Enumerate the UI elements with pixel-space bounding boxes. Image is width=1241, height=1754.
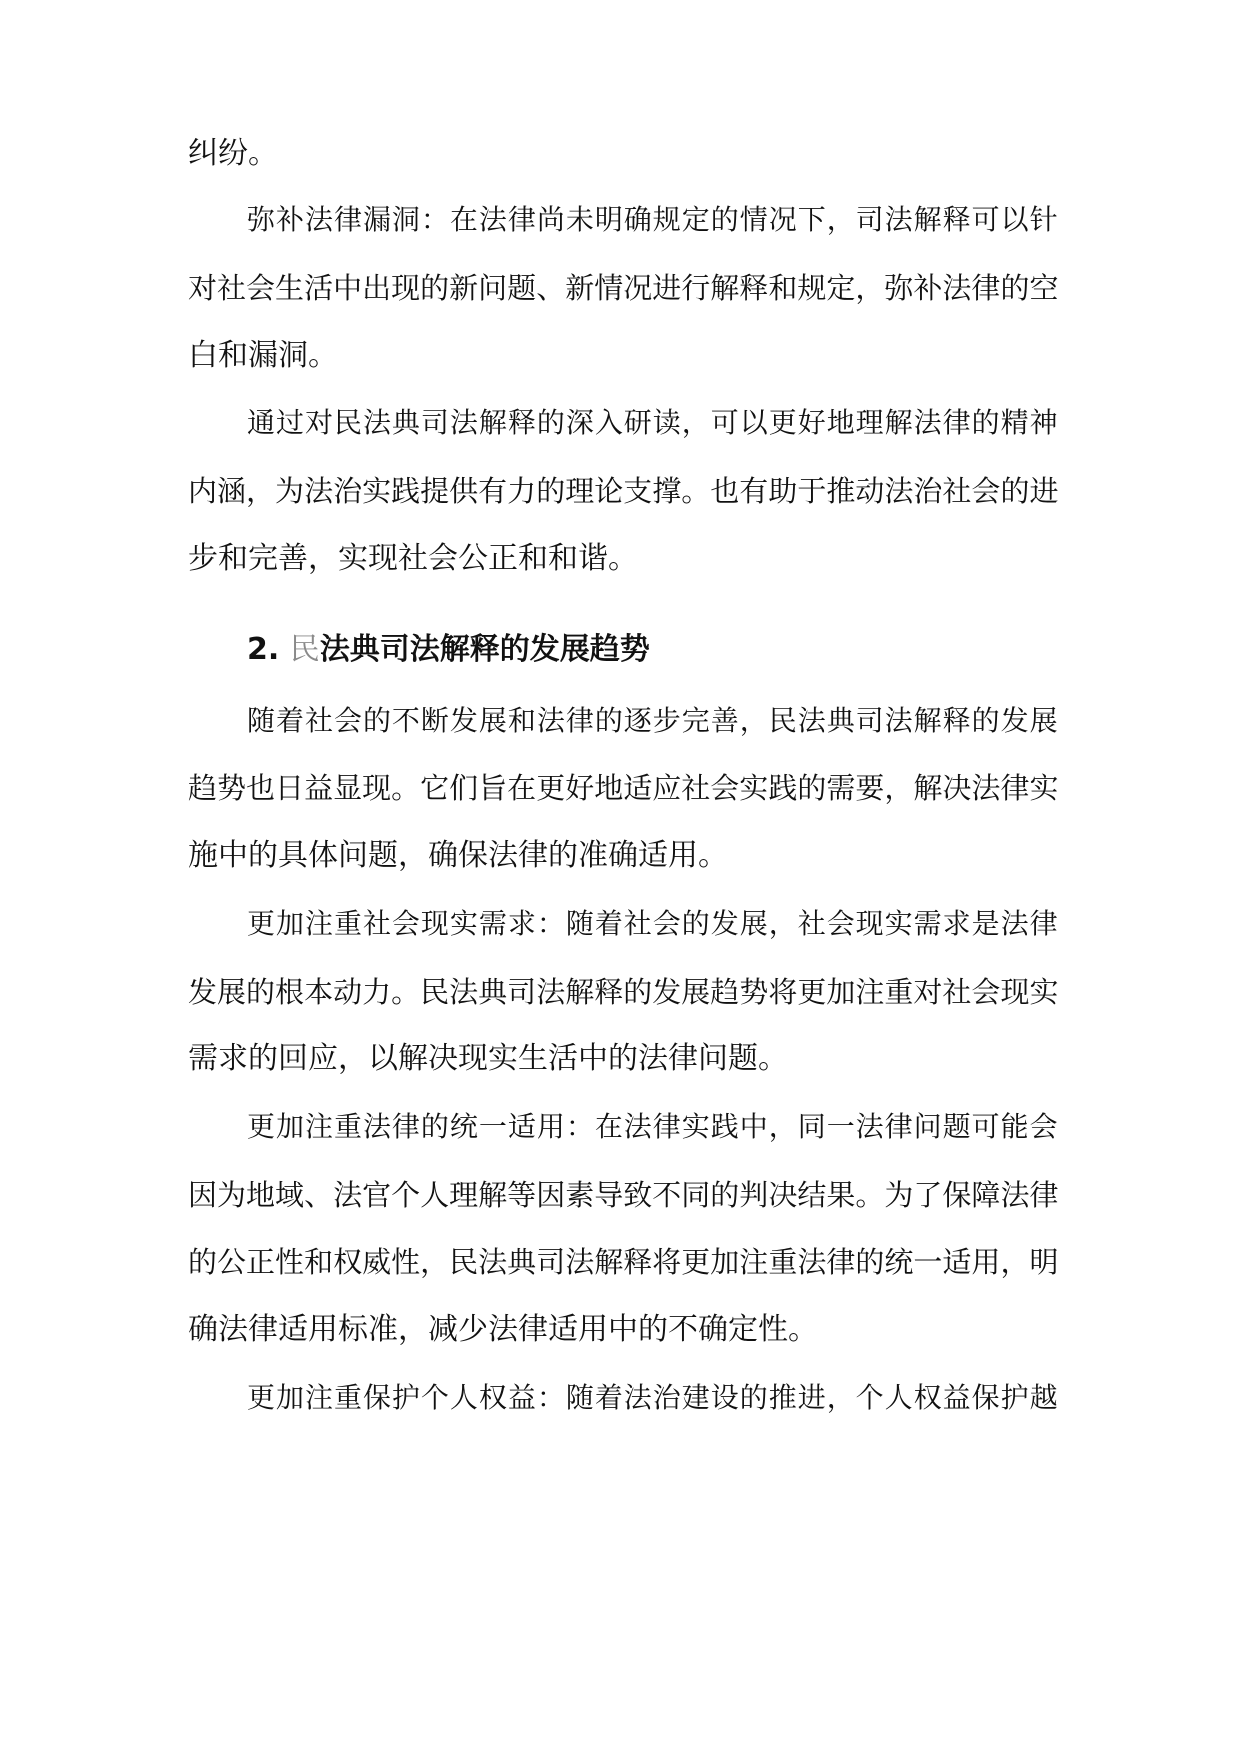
text-line [188,134,1058,174]
paragraph-line: 发 展 的 根 本 动 力 。 民 法 典 司 法 解 释 的 发 展 趋 势 将 更 加 注 重 对 社 会 现 实 [188,975,1058,1009]
section-heading-text: 法典司法解释的发展趋势 [319,632,650,667]
text-line [188,539,1058,579]
text-line [188,1310,1058,1350]
paragraph-line: 需求的回应，以解决现实生活中的法律问题。 [188,1041,788,1076]
text-line [247,1378,1058,1418]
paragraph-line: 弥 补 法 律 漏 洞 ： 在 法 律 尚 未 明 确 规 定 的 情 况 下 ， 司 法 解 释 可 以 针 [247,203,1058,236]
paragraph-line: 确法律适用标准，减少法律适用中的不确定性。 [188,1312,818,1347]
paragraph-line: 白和漏洞。 [188,338,338,373]
paragraph-line: 更 加 注 重 保 护 个 人 权 益 ： 随 着 法 治 建 设 的 推 进 ， 个 人 权 益 保 护 越 [247,1381,1058,1414]
text-line [247,200,1058,240]
text-line [247,403,1058,443]
text-line [188,336,1058,376]
paragraph-line: 的 公 正 性 和 权 威 性 ， 民 法 典 司 法 解 释 将 更 加 注 重 法 律 的 统 一 适 用 ， 明 [188,1245,1058,1279]
section-number: 2. [247,632,280,667]
section-heading-first-char: 民 [289,632,320,667]
text-line [188,1175,1058,1215]
text-line [247,904,1058,944]
text-line [188,1039,1058,1079]
text-line [188,836,1058,876]
paragraph-line: 内 涵 ， 为 法 治 实 践 提 供 有 力 的 理 论 支 撑 。 也 有 助 于 推 动 法 治 社 会 的 进 [188,474,1058,508]
text-line [247,701,1058,741]
paragraph-line: 随 着 社 会 的 不 断 发 展 和 法 律 的 逐 步 完 善 ， 民 法 典 司 法 解 释 的 发 展 [247,704,1058,737]
text-line [247,1107,1058,1147]
text-line [188,1242,1058,1282]
text-line [188,768,1058,808]
paragraph-line: 通 过 对 民 法 典 司 法 解 释 的 深 入 研 读 ， 可 以 更 好 地 理 解 法 律 的 精 神 [247,406,1058,439]
paragraph-line: 纠纷。 [188,136,278,171]
paragraph-line: 因 为 地 域 、 法 官 个 人 理 解 等 因 素 导 致 不 同 的 判 决 结 果 。 为 了 保 障 法 律 [188,1178,1058,1212]
text-line [188,471,1058,511]
paragraph-line: 对 社 会 生 活 中 出 现 的 新 问 题 、 新 情 况 进 行 解 释 和 规 定 ， 弥 补 法 律 的 空 [188,271,1058,305]
text-line [188,972,1058,1012]
paragraph-line: 更 加 注 重 法 律 的 统 一 适 用 ： 在 法 律 实 践 中 ， 同 一 法 律 问 题 可 能 会 [247,1110,1058,1143]
section-heading [247,630,650,670]
paragraph-line: 步和完善，实现社会公正和和谐。 [188,541,638,576]
text-line [188,268,1058,308]
paragraph-line: 趋 势 也 日 益 显 现 。 它 们 旨 在 更 好 地 适 应 社 会 实 践 的 需 要 ， 解 决 法 律 实 [188,771,1058,805]
paragraph-line: 更 加 注 重 社 会 现 实 需 求 ： 随 着 社 会 的 发 展 ， 社 会 现 实 需 求 是 法 律 [247,907,1058,940]
paragraph-line: 施中的具体问题，确保法律的准确适用。 [188,838,728,873]
